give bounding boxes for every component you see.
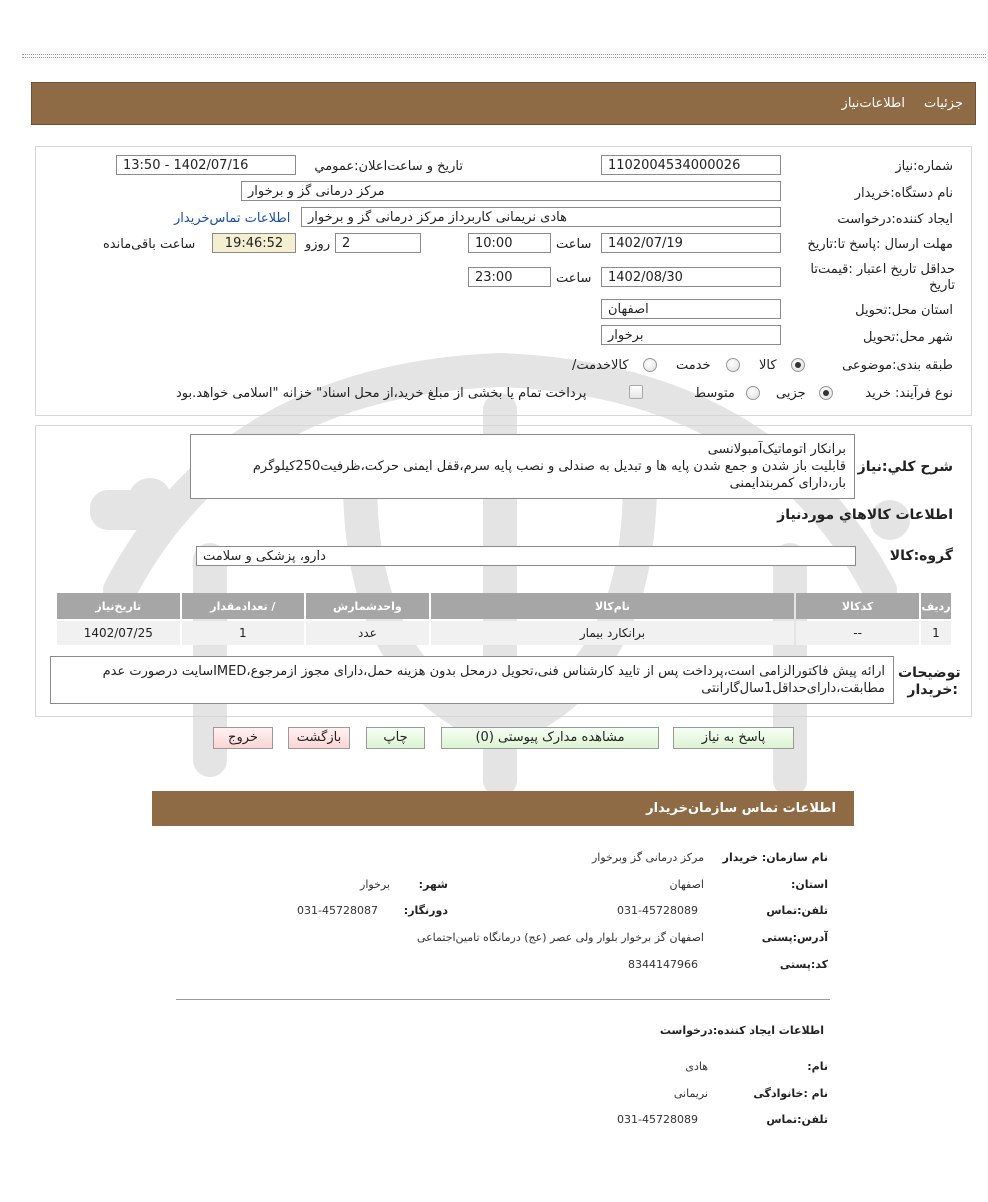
city-field: برخوار	[601, 325, 781, 345]
contact-phone-value: 031-45728089	[617, 904, 698, 917]
description-line-3: بار،دارای کمربندایمنی	[729, 476, 846, 491]
buyer-notes-box	[50, 656, 894, 704]
buyer-contact-link[interactable]: اطلاعات تماس‌خریدار	[174, 211, 291, 226]
col-quantity: / تعدادمقدار	[182, 593, 305, 619]
contact-divider	[176, 999, 830, 1000]
contact-city-value: برخوار	[360, 878, 390, 891]
col-need-date: تاریخ‌نیاز	[57, 593, 180, 619]
announce-date-field: 1402/07/16 - 13:50	[116, 155, 296, 175]
cell-unit: عدد	[306, 621, 429, 645]
cell-item-code: --	[796, 621, 919, 645]
col-item-name: نام‌کالا	[431, 593, 795, 619]
print-button[interactable]: چاپ	[366, 727, 425, 749]
validity-time-field: 23:00	[468, 267, 551, 287]
buyer-contact-title: اطلاعات تماس سازمان‌خریدار	[646, 801, 836, 816]
treasury-payment-note: پرداخت تمام یا بخشی از مبلغ خرید،از محل اسناد" خزانه "اسلامی خواهد.بود	[176, 386, 587, 401]
creator-field: هادی نریمانی کاربرداز مرکز درمانی گز و برخوار	[301, 207, 781, 227]
buyer-contact-header	[152, 791, 854, 826]
requester-title: اطلاعات ایجاد کننده:درخواست	[659, 1024, 824, 1037]
process-type-label: نوع فرآیند: خرید	[865, 386, 953, 401]
description-line-1: برانکار اتوماتیک‌آمبولانسی	[707, 442, 846, 457]
need-number-field: 1102004534000026	[601, 155, 781, 175]
goods-group-label: گروه:کالا	[889, 548, 953, 564]
description-box	[190, 434, 855, 499]
contact-org-label: نام سازمان: خریدار	[722, 851, 828, 864]
validity-label: حداقل تاریخ اعتبار :قیمت‌تا تاریخ	[810, 262, 955, 293]
cell-need-date: 1402/07/25	[57, 621, 180, 645]
creator-label: ایجاد کننده:درخواست	[837, 212, 953, 227]
contact-phone-label: تلفن:تماس	[766, 904, 828, 917]
view-attachments-button[interactable]: مشاهده مدارک پیوستی (0)	[441, 727, 659, 749]
category-label: طبقه بندی:موضوعی	[842, 358, 953, 373]
contact-fax-value: 031-45728087	[297, 904, 378, 917]
reply-button[interactable]: پاسخ به نیاز	[673, 727, 794, 749]
contact-province-value: اصفهان	[669, 878, 704, 891]
buyer-notes-line-1: ارائه پیش فاکتورالزامی است،پرداخت پس از تایید کارشناس فنی،تحویل درمحل بدون هزینه حمل،دارای مجوز ازمرجوع،IMEDسایت درصورت عدم	[102, 664, 885, 679]
contact-fax-label: :دورنگار	[403, 904, 448, 917]
remaining-time-field: 19:46:52	[212, 233, 296, 253]
back-button[interactable]: بازگشت	[288, 727, 350, 749]
category-option-service: خدمت	[676, 358, 711, 373]
need-number-label: شماره:نیاز	[895, 159, 953, 174]
description-line-2: قابلیت باز شدن و جمع شدن پایه ها و تبدیل به صندلی و نصب پایه سرم،قفل ایمنی حرکت،ظرفیت250کیلوگرم	[252, 459, 846, 474]
goods-section-title: اطلاعات کالاهاي مورد‌نیاز	[777, 507, 953, 523]
treasury-payment-checkbox[interactable]	[629, 385, 643, 399]
days-label: روزو	[305, 237, 331, 252]
contact-address-value: اصفهان گز برخوار بلوار ولی عصر (عج) درمانگاه تامین‌اجتماعی	[416, 931, 704, 944]
buyer-notes-line-2: مطابقت،دارای‌حداقل1سال‌گارانتی	[701, 681, 885, 696]
requester-phone-value: 031-45728089	[617, 1113, 698, 1126]
page-title: اطلاعات‌نیاز	[841, 96, 905, 111]
validity-time-label: ساعت	[556, 271, 592, 286]
cell-item-name: برانکارد بیمار	[431, 621, 795, 645]
goods-group-field: دارو، پزشکی و سلامت	[196, 546, 856, 566]
col-row-number: ردیف	[921, 593, 951, 619]
contact-org-value: مرکز درمانی گز وبرخوار	[591, 851, 704, 864]
table-row	[57, 621, 951, 645]
city-label: شهر محل:تحویل	[863, 330, 953, 345]
requester-name-label: :نام	[807, 1060, 828, 1073]
top-separator-2	[22, 57, 986, 58]
buyer-notes-label: توضیحات :خریدار	[898, 665, 961, 698]
page-header	[31, 82, 976, 125]
contact-province-label: :استان	[790, 878, 828, 891]
top-separator	[22, 54, 986, 55]
requester-name-value: هادی	[685, 1060, 708, 1073]
col-unit: واحدشمارش	[306, 593, 429, 619]
category-option-goods-service: /کالاخدمت	[572, 358, 629, 373]
province-label: استان محل:تحویل	[855, 303, 953, 318]
buyer-label: نام دستگاه:خریدار	[854, 186, 953, 201]
process-radio-medium[interactable]	[746, 386, 760, 400]
category-radio-service[interactable]	[726, 358, 740, 372]
description-label: شرح کلي:نیاز	[857, 459, 953, 475]
contact-postal-value: 8344147966	[628, 958, 698, 971]
requester-phone-label: تلفن:تماس	[766, 1113, 828, 1126]
announce-date-label: تاریخ و ساعت‌اعلان:عمومي	[314, 159, 463, 174]
process-radio-small[interactable]	[819, 386, 833, 400]
remaining-time-label: ساعت باقی‌مانده	[103, 237, 196, 252]
requester-family-value: نریمانی	[673, 1087, 708, 1100]
goods-table	[55, 591, 953, 647]
requester-family-label: نام :خانوادگی	[753, 1087, 828, 1100]
days-field: 2	[335, 233, 421, 253]
buyer-field: مرکز درمانی گز و برخوار	[241, 181, 781, 201]
deadline-date-field: 1402/07/19	[601, 233, 781, 253]
cell-quantity: 1	[182, 621, 305, 645]
contact-city-label: :شهر	[418, 878, 448, 891]
category-radio-goods[interactable]	[791, 358, 805, 372]
details-link[interactable]: جزئیات	[924, 96, 963, 111]
deadline-label: مهلت ارسال :پاسخ تا:تاریخ	[807, 237, 953, 252]
contact-address-label: آدرس:پستی	[761, 931, 828, 944]
col-item-code: کدکالا	[796, 593, 919, 619]
process-option-small: جزیی	[776, 386, 806, 401]
contact-postal-label: کد:پستی	[779, 958, 828, 971]
validity-date-field: 1402/08/30	[601, 267, 781, 287]
process-option-medium: متوسط	[694, 386, 735, 401]
province-field: اصفهان	[601, 299, 781, 319]
goods-table-header	[57, 593, 951, 619]
exit-button[interactable]: خروج	[213, 727, 273, 749]
deadline-time-field: 10:00	[468, 233, 551, 253]
cell-row-number: 1	[921, 621, 951, 645]
category-radio-goods-service[interactable]	[643, 358, 657, 372]
deadline-time-label: ساعت	[556, 237, 592, 252]
category-option-goods: کالا	[759, 358, 777, 373]
